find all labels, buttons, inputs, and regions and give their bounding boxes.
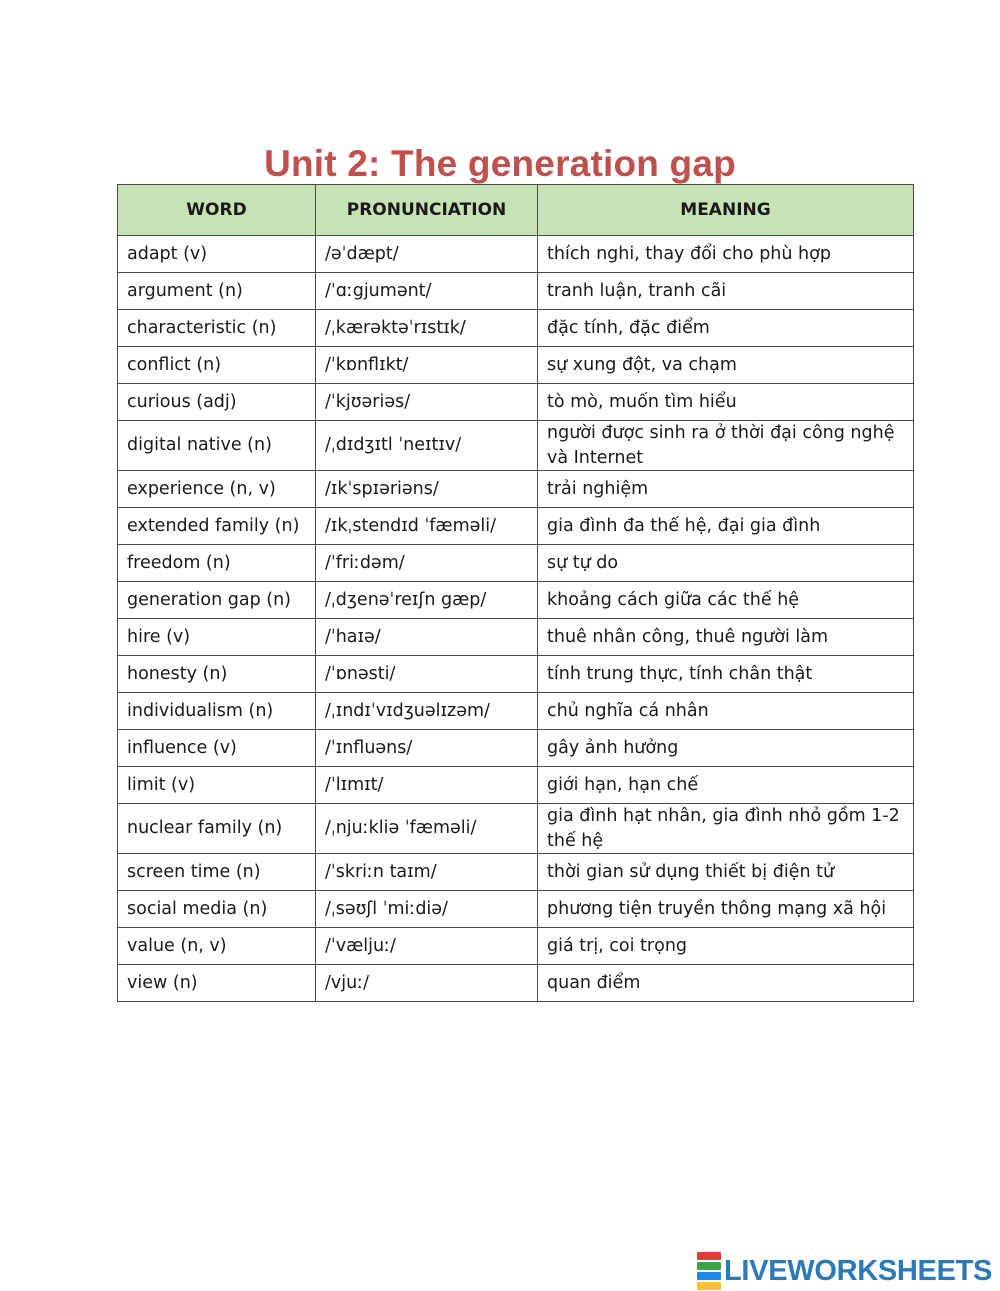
meaning-cell: giá trị, coi trọng (538, 928, 914, 965)
table-row (118, 619, 914, 656)
table-row (118, 804, 914, 854)
word-cell: screen time (n) (118, 854, 316, 891)
table-row (118, 347, 914, 384)
table-row (118, 508, 914, 545)
table-row (118, 854, 914, 891)
pronunciation-cell: /ɪkˈspɪəriəns/ (316, 471, 538, 508)
pronunciation-cell: /ˌnjuːkliə ˈfæməli/ (316, 804, 538, 854)
word-cell: conflict (n) (118, 347, 316, 384)
meaning-cell: giới hạn, hạn chế (538, 767, 914, 804)
pronunciation-cell: /ˈskriːn taɪm/ (316, 854, 538, 891)
icon-stripe (697, 1282, 721, 1290)
brand-text: LIVEWORKSHEETS (724, 1254, 993, 1287)
pronunciation-cell: /ˈkɒnflɪkt/ (316, 347, 538, 384)
header-word: WORD (118, 185, 316, 236)
word-cell: digital native (n) (118, 421, 316, 471)
pronunciation-cell: /ˈɪnfluəns/ (316, 730, 538, 767)
word-cell: characteristic (n) (118, 310, 316, 347)
word-cell: individualism (n) (118, 693, 316, 730)
meaning-cell: trải nghiệm (538, 471, 914, 508)
table-row (118, 273, 914, 310)
pronunciation-cell: /ˈvæljuː/ (316, 928, 538, 965)
meaning-cell: khoảng cách giữa các thế hệ (538, 582, 914, 619)
word-cell: generation gap (n) (118, 582, 316, 619)
table-row (118, 730, 914, 767)
word-cell: argument (n) (118, 273, 316, 310)
pronunciation-cell: /ˌdɪdʒɪtl ˈneɪtɪv/ (316, 421, 538, 471)
table-row (118, 310, 914, 347)
pronunciation-cell: /ɪkˌstendɪd ˈfæməli/ (316, 508, 538, 545)
table-row (118, 545, 914, 582)
word-cell: freedom (n) (118, 545, 316, 582)
table-row (118, 965, 914, 1002)
word-cell: value (n, v) (118, 928, 316, 965)
page-title: Unit 2: The generation gap (264, 142, 736, 184)
word-cell: limit (v) (118, 767, 316, 804)
meaning-cell: sự tự do (538, 545, 914, 582)
pronunciation-cell: /ˌdʒenəˈreɪʃn gæp/ (316, 582, 538, 619)
pronunciation-cell: /ˈɑːgjumənt/ (316, 273, 538, 310)
meaning-cell: gây ảnh hưởng (538, 730, 914, 767)
table-row (118, 767, 914, 804)
table-row (118, 582, 914, 619)
meaning-cell: thời gian sử dụng thiết bị điện tử (538, 854, 914, 891)
pronunciation-cell: /əˈdæpt/ (316, 236, 538, 273)
table-row (118, 928, 914, 965)
word-cell: view (n) (118, 965, 316, 1002)
header-meaning: MEANING (538, 185, 914, 236)
icon-stripe (697, 1262, 721, 1270)
meaning-cell: gia đình hạt nhân, gia đình nhỏ gồm 1-2 thế hệ (538, 804, 914, 854)
meaning-cell: tò mò, muốn tìm hiểu (538, 384, 914, 421)
pronunciation-cell: /ˈɒnəsti/ (316, 656, 538, 693)
meaning-cell: phương tiện truyền thông mạng xã hội (538, 891, 914, 928)
meaning-cell: đặc tính, đặc điểm (538, 310, 914, 347)
meaning-cell: quan điểm (538, 965, 914, 1002)
table-row (118, 384, 914, 421)
meaning-cell: sự xung đột, va chạm (538, 347, 914, 384)
word-cell: influence (v) (118, 730, 316, 767)
meaning-cell: thích nghi, thay đổi cho phù hợp (538, 236, 914, 273)
table-row (118, 471, 914, 508)
word-cell: adapt (v) (118, 236, 316, 273)
table-header-row (118, 185, 914, 236)
word-cell: extended family (n) (118, 508, 316, 545)
table-row (118, 421, 914, 471)
liveworksheets-logo (697, 1251, 992, 1291)
vocabulary-table (117, 184, 914, 1002)
pronunciation-cell: /ˈfriːdəm/ (316, 545, 538, 582)
table-row (118, 693, 914, 730)
word-cell: hire (v) (118, 619, 316, 656)
word-cell: experience (n, v) (118, 471, 316, 508)
meaning-cell: người được sinh ra ở thời đại công nghệ và Internet (538, 421, 914, 471)
pronunciation-cell: /vjuː/ (316, 965, 538, 1002)
table-row (118, 236, 914, 273)
pronunciation-cell: /ˈlɪmɪt/ (316, 767, 538, 804)
header-pronunciation: PRONUNCIATION (316, 185, 538, 236)
pronunciation-cell: /ˌɪndɪˈvɪdʒuəlɪzəm/ (316, 693, 538, 730)
pronunciation-cell: /ˈhaɪə/ (316, 619, 538, 656)
meaning-cell: tranh luận, tranh cãi (538, 273, 914, 310)
word-cell: curious (adj) (118, 384, 316, 421)
table-row (118, 891, 914, 928)
meaning-cell: thuê nhân công, thuê người làm (538, 619, 914, 656)
pronunciation-cell: /ˈkjʊəriəs/ (316, 384, 538, 421)
liveworksheets-icon (697, 1251, 721, 1291)
meaning-cell: tính trung thực, tính chân thật (538, 656, 914, 693)
word-cell: nuclear family (n) (118, 804, 316, 854)
table-body (118, 236, 914, 1002)
meaning-cell: chủ nghĩa cá nhân (538, 693, 914, 730)
icon-stripe (697, 1252, 721, 1260)
pronunciation-cell: /ˌkærəktəˈrɪstɪk/ (316, 310, 538, 347)
table-row (118, 656, 914, 693)
word-cell: social media (n) (118, 891, 316, 928)
icon-stripe (697, 1272, 721, 1280)
meaning-cell: gia đình đa thế hệ, đại gia đình (538, 508, 914, 545)
word-cell: honesty (n) (118, 656, 316, 693)
pronunciation-cell: /ˌsəʊʃl ˈmiːdiə/ (316, 891, 538, 928)
